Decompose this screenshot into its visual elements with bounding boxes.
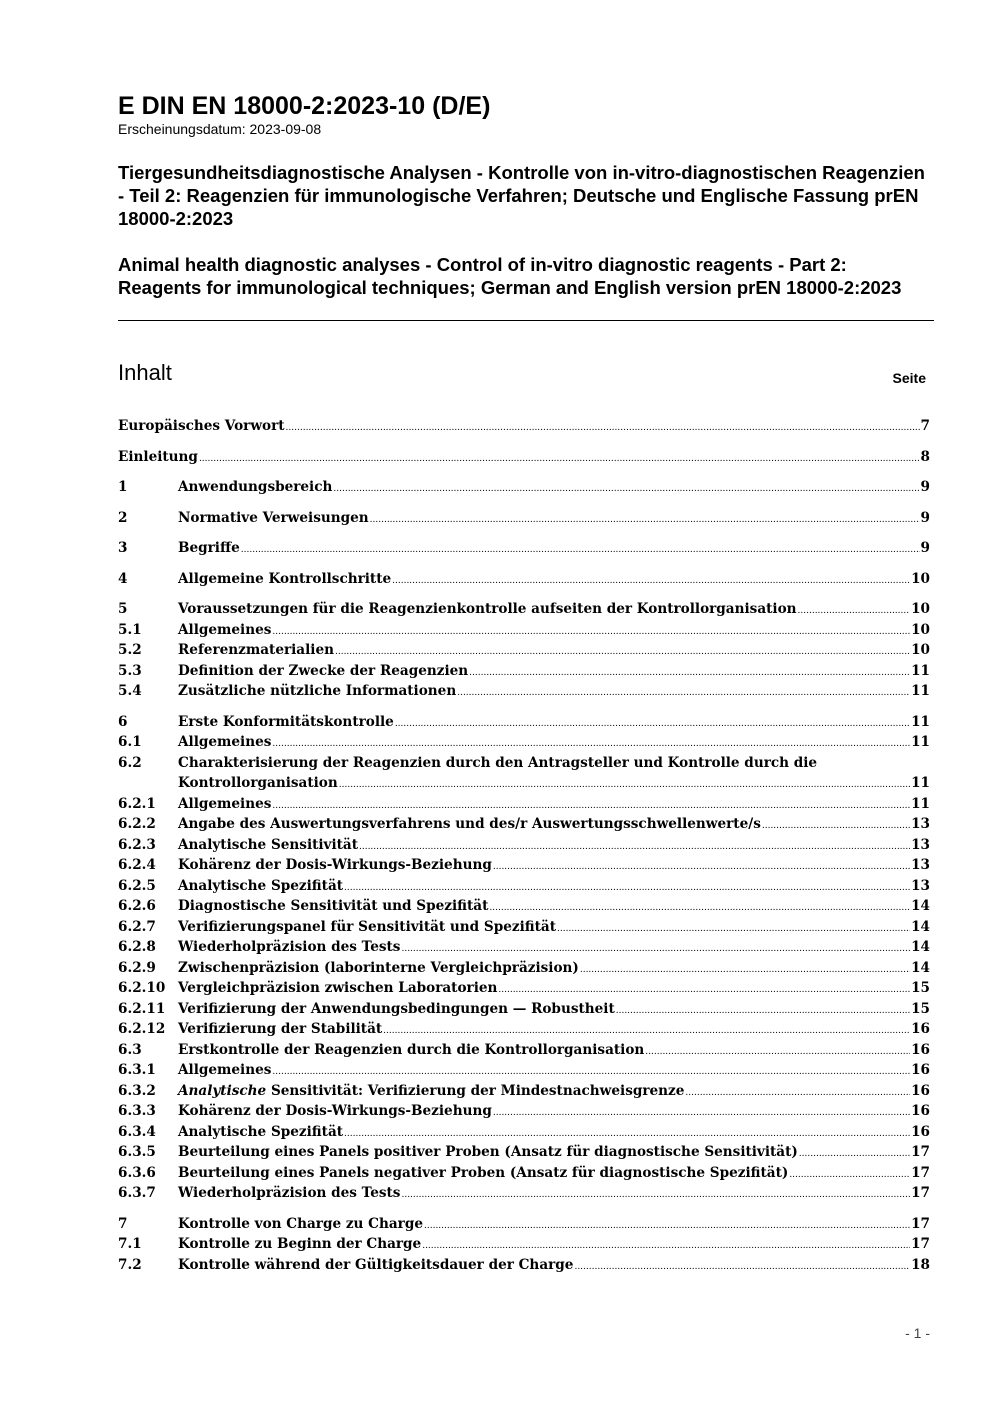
toc-entry[interactable] <box>118 1081 930 1102</box>
toc-entry-page: 10 <box>911 621 930 638</box>
toc-entry[interactable] <box>118 599 930 620</box>
toc-leader <box>344 878 910 899</box>
toc-entry-title: Allgemeines <box>178 621 272 638</box>
toc-leader <box>498 980 910 1001</box>
toc-entry[interactable] <box>118 896 930 917</box>
toc-entry-title: Kontrolle von Charge zu Charge <box>178 1215 423 1232</box>
toc-entry-number: 6.3.3 <box>118 1103 156 1119</box>
toc-entry[interactable] <box>118 1019 930 1040</box>
toc-entry-title: Verifizierung der Anwendungsbedingungen — Robustheit <box>178 1000 615 1017</box>
toc-leader <box>645 1042 910 1063</box>
toc-entry-page: 16 <box>911 1082 930 1099</box>
toc-entry[interactable] <box>118 917 930 938</box>
toc-entry-title: Analytische Sensitivität <box>178 836 358 853</box>
toc-entry-title: Allgemeines <box>178 795 272 812</box>
toc-entry[interactable] <box>118 508 930 529</box>
toc-entry-title: Europäisches Vorwort <box>118 418 285 434</box>
toc-entry-title: Analytische Spezifität <box>178 1123 344 1140</box>
toc-leader <box>493 857 910 878</box>
toc-entry-title: Erste Konformitätskontrolle <box>178 713 394 730</box>
toc-entry-title: Einleitung <box>118 448 198 465</box>
toc-entry-page: 11 <box>911 734 930 750</box>
toc-entry[interactable] <box>118 814 930 835</box>
toc-entry[interactable] <box>118 1255 930 1276</box>
toc-title: Inhalt <box>118 360 172 385</box>
toc-leader <box>422 1236 910 1257</box>
toc-entry-title: Kontrolle während der Gültigkeitsdauer der Charge <box>178 1256 574 1273</box>
toc-entry-title: Begriffe <box>178 540 240 556</box>
toc-entry-title: Kontrolle zu Beginn der Charge <box>178 1236 422 1252</box>
toc-entry-number: 3 <box>118 540 128 556</box>
toc-entry[interactable] <box>118 1163 930 1184</box>
toc-entry-number: 6.1 <box>118 734 142 750</box>
toc-leader <box>457 683 910 704</box>
toc-entry-number: 6.2.4 <box>118 857 156 873</box>
toc-entry-page: 16 <box>911 1062 930 1078</box>
toc-leader <box>557 919 910 940</box>
toc-entry-number: 6.2.5 <box>118 877 156 894</box>
toc-entry[interactable] <box>118 661 930 682</box>
toc-entry[interactable] <box>118 1122 930 1143</box>
toc-entry-number: 6.2.2 <box>118 816 156 832</box>
toc-entry-number: 6.3.2 <box>118 1082 156 1099</box>
toc-leader <box>370 510 920 531</box>
toc-entry-page: 8 <box>920 448 930 465</box>
toc-leader <box>798 601 911 622</box>
toc-entry-page: 13 <box>911 816 930 832</box>
toc-entry-number: 6.3.5 <box>118 1144 156 1160</box>
toc-leader <box>333 479 919 500</box>
toc-entry-number: 6.3.1 <box>118 1062 156 1078</box>
toc-entry-page: 17 <box>911 1144 930 1160</box>
toc-entry-title-italic: Analytische <box>178 1082 267 1099</box>
toc-entry-page: 13 <box>911 857 930 873</box>
toc-entry-title: Verifizierungspanel für Sensitivität und Spezifität <box>178 918 557 935</box>
toc-entry[interactable] <box>118 835 930 856</box>
toc-entry-page: 15 <box>911 1000 930 1017</box>
toc-entry-number: 6.3 <box>118 1041 142 1058</box>
toc-leader <box>241 540 920 561</box>
toc-entry[interactable] <box>118 753 930 774</box>
toc-leader <box>401 1185 910 1206</box>
toc-leader <box>272 622 910 643</box>
toc-entry-page: 14 <box>911 939 930 955</box>
toc-entry-page: 16 <box>911 1103 930 1119</box>
toc-entry[interactable] <box>118 712 930 733</box>
toc-entry-number: 6.3.6 <box>118 1164 156 1181</box>
toc-entry-page: 16 <box>911 1041 930 1058</box>
toc-entry-number: 1 <box>118 479 128 495</box>
toc-entry-title: Zusätzliche nützliche Informationen <box>178 683 457 699</box>
toc-leader <box>339 775 910 796</box>
toc-entry[interactable] <box>118 999 930 1020</box>
toc-entry-number: 6.2.7 <box>118 918 156 935</box>
toc-entry-title: Erstkontrolle der Reagenzien durch die Kontrollorganisation <box>178 1041 645 1058</box>
toc-leader <box>392 571 910 592</box>
issue-date: Erscheinungsdatum: 2023-09-08 <box>118 121 322 137</box>
toc-leader <box>762 816 910 837</box>
toc-entry-page: 16 <box>911 1123 930 1140</box>
toc-entry-page: 9 <box>920 479 930 495</box>
toc-entry[interactable] <box>118 1040 930 1061</box>
toc-entry-page: 11 <box>911 775 930 791</box>
toc-entry-title: Verifizierung der Stabilität <box>178 1021 383 1037</box>
toc-entry[interactable] <box>118 620 930 641</box>
toc-entry-number: 7 <box>118 1215 128 1232</box>
toc-entry-number: 5.2 <box>118 642 142 658</box>
toc-entry-page: 17 <box>911 1215 930 1232</box>
toc-entry[interactable] <box>118 958 930 979</box>
toc-entry-number: 6.3.7 <box>118 1185 156 1201</box>
toc-leader <box>789 1165 910 1186</box>
toc-entry-number: 6.2.8 <box>118 939 156 955</box>
toc-entry[interactable] <box>118 447 930 468</box>
toc-entry-page: 18 <box>911 1256 930 1273</box>
toc-entry-page: 11 <box>911 795 930 812</box>
toc-entry-title: Analytische Spezifität <box>178 877 344 894</box>
table-of-contents <box>118 416 930 1275</box>
toc-entry[interactable] <box>118 416 930 437</box>
toc-entry-number: 6.2.9 <box>118 959 156 976</box>
toc-entry-title: Kohärenz der Dosis-Wirkungs-Beziehung <box>178 857 492 873</box>
toc-entry-title: Definition der Zwecke der Reagenzien <box>178 662 469 679</box>
toc-entry-title: Beurteilung eines Panels negativer Proben (Ansatz für diagnostische Spezifität) <box>178 1164 789 1181</box>
toc-entry-title-group <box>178 1081 684 1102</box>
toc-entry-title: Diagnostische Sensitivität und Spezifität <box>178 898 489 914</box>
toc-entry-title: Voraussetzungen für die Reagenzienkontrolle aufseiten der Kontrollorganisation <box>178 601 797 617</box>
toc-entry-number: 7.2 <box>118 1256 142 1273</box>
toc-entry-title: Allgemeine Kontrollschritte <box>178 570 392 587</box>
title-english: Animal health diagnostic analyses - Control of in-vitro diagnostic reagents - Part 2: Reagents for immunological techniques; German and English version prEN 18000-2:2023 <box>118 254 902 298</box>
toc-leader <box>469 663 910 684</box>
toc-entry-continuation[interactable] <box>118 773 930 794</box>
toc-leader <box>493 1103 910 1124</box>
toc-entry[interactable] <box>118 1234 930 1255</box>
toc-leader <box>685 1083 910 1104</box>
toc-entry-page: 10 <box>911 642 930 658</box>
toc-entry-title: Zwischenpräzision (laborinterne Vergleichpräzision) <box>178 959 579 976</box>
toc-entry-title: Allgemeines <box>178 1062 272 1078</box>
toc-entry-number: 5 <box>118 601 128 617</box>
toc-entry-number: 5.4 <box>118 683 142 699</box>
toc-entry[interactable] <box>118 569 930 590</box>
toc-entry-page: 17 <box>911 1185 930 1201</box>
toc-entry[interactable] <box>118 1060 930 1081</box>
toc-leader <box>286 418 920 439</box>
toc-entry-page: 13 <box>911 877 930 894</box>
title-german: Tiergesundheitsdiagnostische Analysen - Kontrolle von in-vitro-diagnostischen Reagenzien - Teil 2: Reagenzien für immunologische Verfahren; Deutsche und Englische Fassung prEN 18000-2:2023 <box>118 162 925 229</box>
toc-entry-page: 15 <box>911 980 930 996</box>
toc-entry[interactable] <box>118 1101 930 1122</box>
toc-entry-title: Beurteilung eines Panels positiver Proben (Ansatz für diagnostische Sensitivität) <box>178 1144 798 1160</box>
toc-leader <box>580 960 910 981</box>
toc-entry-page: 7 <box>920 418 930 434</box>
toc-leader <box>395 714 910 735</box>
toc-entry-number: 6.2.6 <box>118 898 156 914</box>
toc-entry-title: Wiederholpräzision des Tests <box>178 939 401 955</box>
toc-leader <box>383 1021 910 1042</box>
toc-entry-number: 2 <box>118 509 128 526</box>
toc-leader <box>424 1216 910 1237</box>
toc-entry[interactable] <box>118 855 930 876</box>
toc-entry-page: 13 <box>911 836 930 853</box>
toc-entry-number: 6.2.1 <box>118 795 156 812</box>
toc-entry[interactable] <box>118 1214 930 1235</box>
toc-entry[interactable] <box>118 681 930 702</box>
toc-leader <box>401 939 910 960</box>
toc-entry-number: 4 <box>118 570 128 587</box>
toc-entry-page: 17 <box>911 1236 930 1252</box>
toc-leader <box>616 1001 910 1022</box>
toc-entry-title: Kohärenz der Dosis-Wirkungs-Beziehung <box>178 1103 492 1119</box>
toc-entry-title: Sensitivität: Verifizierung der Mindestnachweisgrenze <box>266 1082 685 1099</box>
header-divider <box>118 320 934 321</box>
toc-entry-number: 6 <box>118 713 128 730</box>
toc-entry[interactable] <box>118 477 930 498</box>
toc-entry-number: 6.2.10 <box>118 980 166 996</box>
toc-entry-title-continuation: Kontrollorganisation <box>178 775 338 791</box>
toc-entry-page: 17 <box>911 1164 930 1181</box>
toc-leader <box>344 1124 910 1145</box>
toc-entry[interactable] <box>118 876 930 897</box>
toc-leader <box>335 642 910 663</box>
toc-entry-page: 9 <box>920 509 930 526</box>
toc-entry[interactable] <box>118 937 930 958</box>
toc-leader <box>199 449 920 470</box>
toc-entry-page: 14 <box>911 959 930 976</box>
toc-entry-title: Allgemeines <box>178 734 272 750</box>
toc-entry-title: Vergleichpräzision zwischen Laboratorien <box>178 980 498 996</box>
toc-entry[interactable] <box>118 538 930 559</box>
toc-entry[interactable] <box>118 794 930 815</box>
toc-entry-number: 5.1 <box>118 621 142 638</box>
toc-entry[interactable] <box>118 978 930 999</box>
toc-entry-page: 10 <box>911 570 930 587</box>
toc-entry-title: Wiederholpräzision des Tests <box>178 1185 401 1201</box>
page-number: - 1 - <box>905 1325 930 1341</box>
toc-entry-number: 6.2.3 <box>118 836 156 853</box>
toc-leader <box>272 796 910 817</box>
toc-entry-page: 11 <box>911 683 930 699</box>
toc-entry-title: Referenzmaterialien <box>178 642 334 658</box>
toc-entry-title: Angabe des Auswertungsverfahrens und des/r Auswertungsschwellenwerte/s <box>178 816 761 832</box>
toc-entry-title: Charakterisierung der Reagenzien durch den Antragsteller und Kontrolle durch die <box>178 754 818 771</box>
toc-leader <box>272 734 910 755</box>
toc-entry-page: 14 <box>911 898 930 914</box>
toc-entry-page: 11 <box>911 662 930 679</box>
toc-entry-page: 9 <box>920 540 930 556</box>
toc-leader <box>574 1257 910 1278</box>
toc-entry-number: 6.2.12 <box>118 1021 166 1037</box>
toc-entry-number: 6.2.11 <box>118 1000 166 1017</box>
toc-entry[interactable] <box>118 1142 930 1163</box>
toc-entry-title: Anwendungsbereich <box>178 479 333 495</box>
toc-entry-title: Normative Verweisungen <box>178 509 369 526</box>
toc-leader <box>359 837 910 858</box>
document-header <box>118 92 934 299</box>
toc-entry-number: 7.1 <box>118 1236 142 1252</box>
toc-entry-page: 16 <box>911 1021 930 1037</box>
toc-entry[interactable] <box>118 1183 930 1204</box>
toc-leader <box>799 1144 910 1165</box>
toc-entry-number: 5.3 <box>118 662 142 679</box>
toc-leader <box>489 898 910 919</box>
toc-entry[interactable] <box>118 640 930 661</box>
toc-entry-page: 14 <box>911 918 930 935</box>
toc-leader <box>272 1062 910 1083</box>
toc-entry-number: 6.3.4 <box>118 1123 156 1140</box>
document-id: E DIN EN 18000-2:2023-10 (D/E) <box>118 92 491 120</box>
toc-page-label: Seite <box>892 370 926 386</box>
toc-entry-page: 11 <box>911 713 930 730</box>
toc-entry-page: 10 <box>911 601 930 617</box>
toc-entry[interactable] <box>118 732 930 753</box>
toc-entry-number: 6.2 <box>118 754 142 771</box>
